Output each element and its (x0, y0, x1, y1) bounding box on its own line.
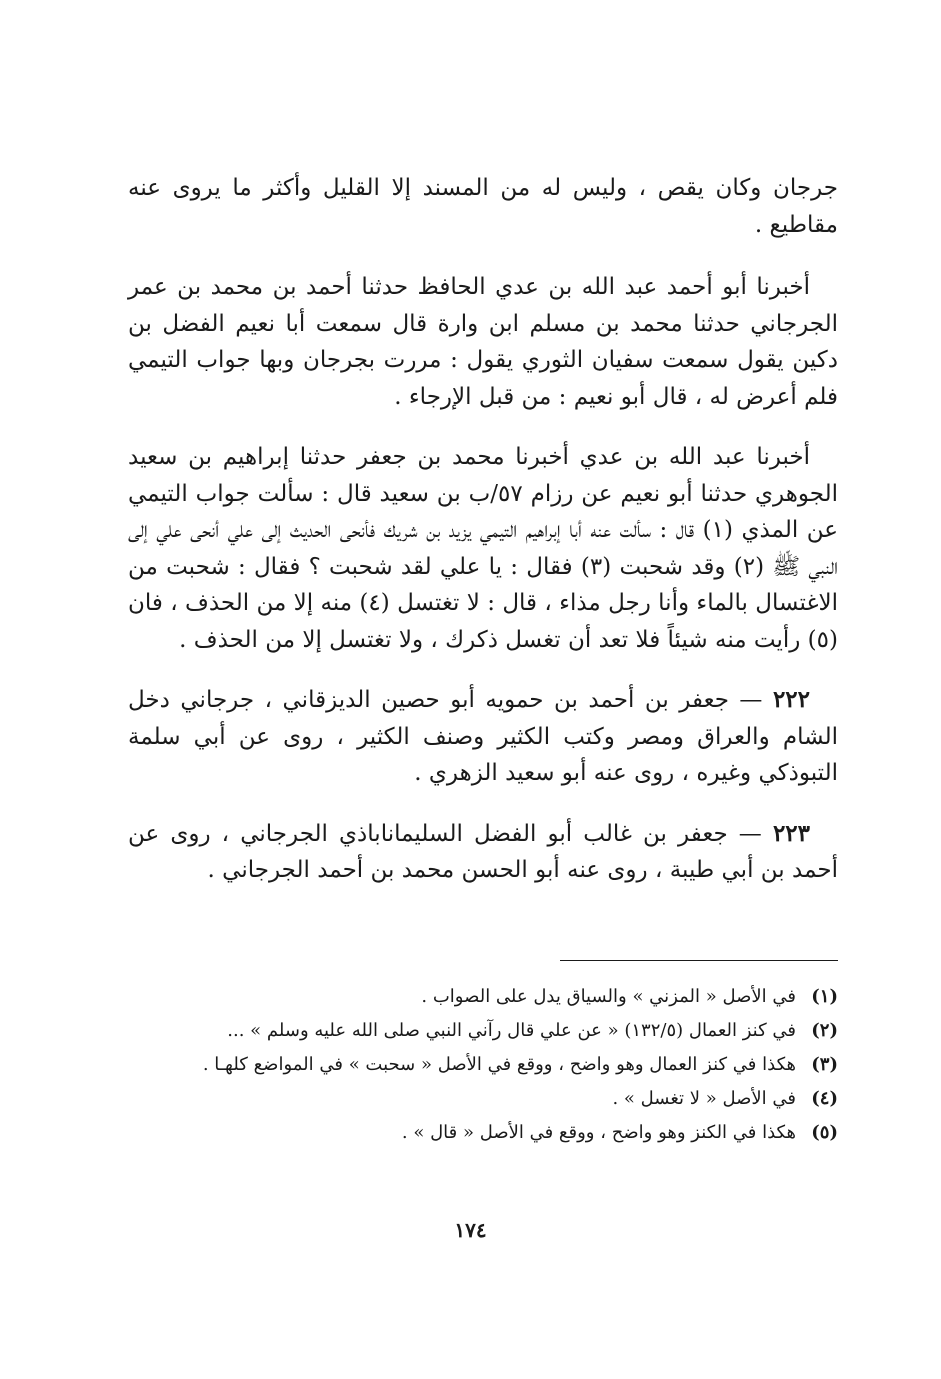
entry-number: ٢٢٣ (772, 819, 810, 847)
paragraph: أخبرنا أبو أحمد عبد الله بن عدي الحافظ حدثنا أحمد بن محمد بن عمر الجرجاني حدثنا محمد بن مسلم ابن وارة قال سمعت أبا نعيم الفضل بن دكين يقول سمعت سفيان الثوري يقول : مررت بجرجان وبها جواب التيمي فلم أعرض له ، قال أبو نعيم : من قبل الإرجاء . (128, 274, 838, 410)
page-number: ١٧٤ (454, 1218, 487, 1242)
paragraph: جرجان وكان يقص ، وليس له من المسند إلا القليل وأكثر ما يروى عنه مقاطيع . (128, 175, 838, 238)
biography-entry (128, 682, 838, 792)
footnote (128, 1048, 838, 1082)
paragraph: أخبرنا عبد الله بن عدي أخبرنا محمد بن جعفر حدثنا إبراهيم بن سعيد الجوهري حدثنا أبو نعيم عن رزام ٥٧/ب بن سعيد قال : سألت جواب التيمي عن المذي (١) قال : سألت عنه أبا إبراهيم التيمي يزيد بن شريك فأنحى الحديث إلى علي أنحى علي إلى النبي ﷺ (٢) وقد شحبت (٣) فقال : يا علي لقد شحبت ؟ فقال : شحبت من الاغتسال بالماء وأنا رجل مذاء ، قال : لا تغتسل (٤) منه إلا من الحذف ، فان (٥) رأيت منه شيئاً فلا تعد أن تغسل ذكرك ، ولا تغتسل إلا من الحذف . (128, 444, 839, 653)
biography-entry (128, 816, 838, 889)
footnote-text: في كنز العمال (١٣٢/٥) « عن علي قال رآني النبي صلى الله عليه وسلم » ... (227, 1020, 796, 1041)
footnote-text: في الأصل « لا تغسل » . (612, 1088, 796, 1109)
footnote-number: (٣) (811, 1054, 838, 1075)
footnote (128, 980, 838, 1014)
footnote (128, 1014, 838, 1048)
footnotes (128, 980, 838, 1150)
footnote-text: هكذا في الكنز وهو واضح ، ووقع في الأصل « قال » . (401, 1122, 796, 1143)
footnote-number: (١) (811, 986, 838, 1007)
footnote-number: (٢) (811, 1020, 838, 1041)
entry-text: — جعفر بن غالب أبو الفضل السليماناباذي الجرجاني ، روى عن أحمد بن أبي طيبة ، روى عنه أبو الحسن محمد بن أحمد الجرجاني . (128, 820, 838, 883)
footnote-number: (٥) (811, 1122, 838, 1143)
footnote-text: هكذا في كنز العمال وهو واضح ، ووقع في الأصل « سحبت » في المواضع كلهـا . (202, 1054, 796, 1075)
footnote-divider (560, 960, 838, 961)
footnote (128, 1116, 838, 1150)
main-text (128, 170, 838, 913)
footnote-number: (٤) (811, 1088, 838, 1109)
entry-number: ٢٢٢ (772, 686, 810, 713)
footnote (128, 1082, 838, 1116)
footnote-text: في الأصل « المزني » والسياق يدل على الصواب . (421, 986, 796, 1007)
entry-text: — جعفر بن أحمد بن حمويه أبو حصين الديزقاني ، جرجاني دخل الشام والعراق ومصر وكتب الكثير وصنف الكثير ، روى عن أبي سلمة التبوذكي وغيره ، روى عنه أبو سعيد الزهري . (128, 687, 838, 786)
